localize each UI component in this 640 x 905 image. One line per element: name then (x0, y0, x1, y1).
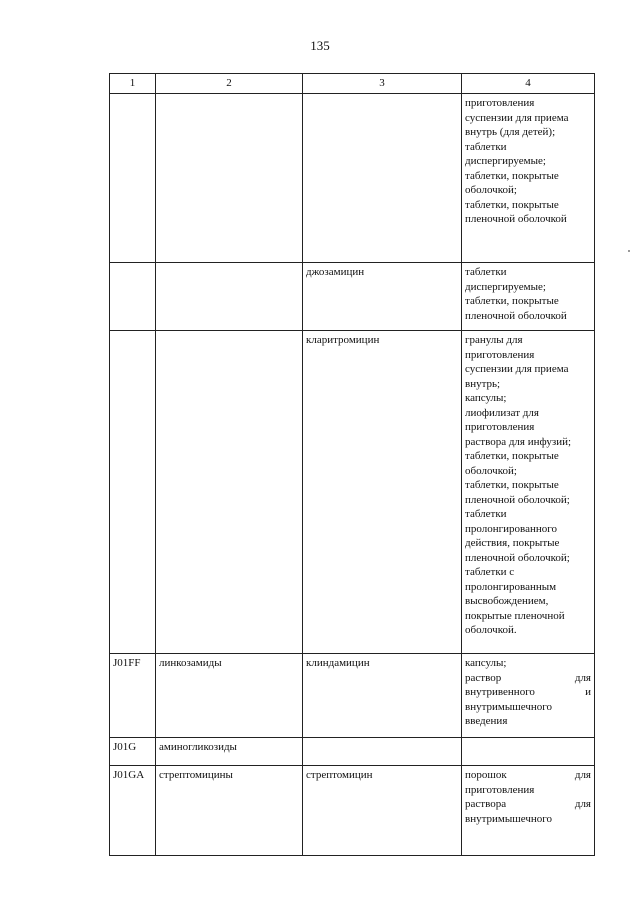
drug-name-cell (303, 94, 462, 263)
atc-code-cell (110, 766, 156, 856)
group-text: аминогликозиды (159, 741, 237, 753)
drug-name-text: клиндамицин (306, 657, 370, 669)
dosage-form-line: пролонгированным (465, 580, 557, 593)
dosage-form-line: капсулы; (465, 392, 507, 404)
dosage-form-line: покрытые пленочной (465, 609, 565, 622)
group-cell (156, 738, 303, 766)
dosage-form-line: внутрь; (465, 377, 501, 390)
dosage-form-cell (462, 94, 595, 263)
dosage-form-line: оболочкой; (465, 184, 517, 196)
dosage-form-cell (462, 331, 595, 654)
dosage-form-line: внутримышечного (465, 700, 552, 713)
page-number: 135 (310, 38, 330, 53)
drug-name-cell (303, 654, 462, 738)
group-cell (156, 94, 303, 263)
dosage-form-line: приготовления (465, 421, 535, 433)
drug-name-text: кларитромицин (306, 334, 380, 346)
dosage-form-line: пленочной оболочкой (465, 309, 567, 322)
drug-name-cell (303, 766, 462, 856)
dosage-form-line: таблетки, покрытые (465, 295, 559, 307)
dosage-form-line: гранулы для (465, 334, 523, 346)
dosage-form-line: пролонгированного (465, 522, 557, 535)
atc-code-cell (110, 94, 156, 263)
dosage-form-line: пленочной оболочкой; (465, 551, 570, 564)
dosage-form-line: таблетки (465, 140, 507, 153)
dosage-form-line: введения (465, 715, 508, 727)
table-body (110, 94, 595, 856)
dosage-form-line: внутривенного и (465, 686, 591, 698)
atc-code-cell (110, 654, 156, 738)
dosage-form-line: действия, покрытые (465, 537, 560, 549)
group-text: линкозамиды (159, 657, 222, 669)
dosage-form-cell (462, 654, 595, 738)
dosage-form-line: раствор для (465, 671, 591, 684)
dosage-form-line: диспергируемые; (465, 155, 546, 167)
table-row (110, 331, 595, 654)
atc-code-text: J01GA (113, 769, 145, 781)
dosage-form-line: внутрь (для детей); (465, 126, 556, 138)
header-col-1: 1 (110, 74, 156, 94)
dosage-form-line: оболочкой. (465, 624, 517, 636)
dosage-form-line: пленочной оболочкой (465, 213, 567, 225)
group-cell (156, 766, 303, 856)
table-row (110, 654, 595, 738)
group-text: стрептомицины (159, 769, 233, 781)
drug-name-cell (303, 331, 462, 654)
dosage-form-line: таблетки, покрытые (465, 198, 559, 211)
dosage-form-line: приготовления (465, 348, 535, 361)
dosage-form-line: приготовления (465, 783, 535, 796)
atc-code-text: J01FF (113, 657, 141, 669)
atc-code-cell (110, 738, 156, 766)
header-col-2: 2 (156, 74, 303, 94)
dosage-form-line: капсулы; (465, 657, 507, 669)
dosage-form-cell (462, 738, 595, 766)
scan-speck (628, 250, 630, 252)
drug-name-text: джозамицин (306, 266, 365, 278)
dosage-form-line: лиофилизат для (465, 406, 539, 419)
dosage-form-line: порошок для (465, 769, 591, 781)
dosage-form-cell (462, 263, 595, 331)
dosage-form-line: суспензии для приема (465, 111, 569, 124)
dosage-form-line: таблетки, покрытые (465, 169, 559, 182)
atc-code-text: J01G (113, 741, 137, 753)
dosage-form-line: таблетки с (465, 566, 515, 578)
drug-name-cell (303, 263, 462, 331)
dosage-form-line: раствора для (465, 798, 591, 810)
table-row (110, 738, 595, 766)
dosage-form-line: таблетки, покрытые (465, 479, 559, 491)
drug-table (109, 73, 595, 856)
atc-code-cell (110, 263, 156, 331)
drug-name-cell (303, 738, 462, 766)
dosage-form-line: суспензии для приема (465, 363, 569, 375)
table-row (110, 263, 595, 331)
header-row (110, 74, 595, 94)
dosage-form-line: диспергируемые; (465, 280, 546, 293)
group-cell (156, 263, 303, 331)
dosage-form-line: таблетки (465, 508, 507, 520)
dosage-form-cell (462, 766, 595, 856)
dosage-form-line: раствора для инфузий; (465, 435, 572, 448)
atc-code-cell (110, 331, 156, 654)
dosage-form-line: высвобождением, (465, 595, 549, 607)
group-cell (156, 331, 303, 654)
header-col-4: 4 (462, 74, 595, 94)
dosage-form-line: таблетки, покрытые (465, 450, 559, 462)
dosage-form-line: внутримышечного (465, 812, 552, 825)
dosage-form-line: пленочной оболочкой; (465, 493, 570, 506)
drug-name-text: стрептомицин (306, 769, 373, 781)
table-row (110, 94, 595, 263)
dosage-form-line: таблетки (465, 266, 507, 278)
group-cell (156, 654, 303, 738)
table-row (110, 766, 595, 856)
header-col-3: 3 (303, 74, 462, 94)
dosage-form-line: приготовления (465, 97, 535, 109)
dosage-form-line: оболочкой; (465, 464, 517, 477)
